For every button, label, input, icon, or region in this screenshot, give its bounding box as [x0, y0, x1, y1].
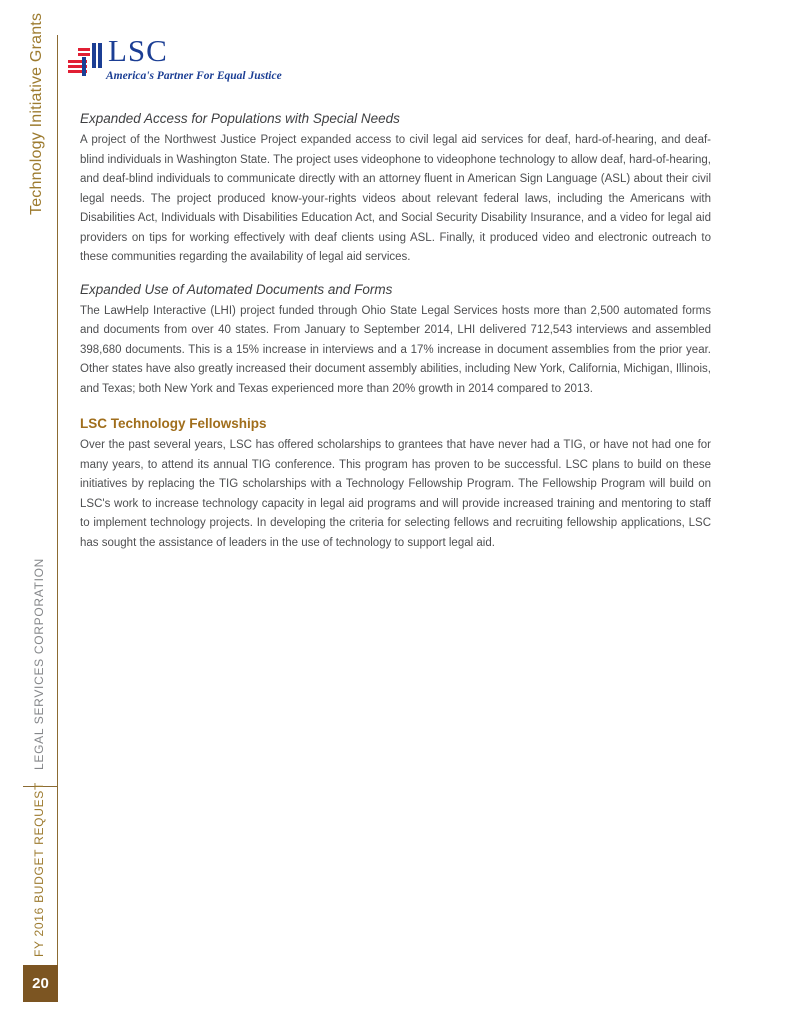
lsc-logo — [68, 33, 711, 88]
sidebar-organization-label: LEGAL SERVICES CORPORATION — [32, 557, 46, 770]
lsc-logo-acronym: LSC — [108, 33, 168, 68]
sidebar-section-label: Technology Initiative Grants — [28, 12, 45, 215]
section-body: Over the past several years, LSC has offered scholarships to grantees that have never had a TIG, or have not had one for many years, to attend its annual TIG conference. This program has proven to be successful. LSC plans to build on these initiatives by replacing the TIG scholarships with a Technology Fellowship Program. The Fellowship Program will build on LSC's work to increase technology capacity in legal aid programs and will provide increased training and mentoring to staff to implement technology projects. In developing the criteria for selecting fellows and recruiting fellowship applications, LSC has sought the assistance of leaders in the use of technology to support legal aid. — [80, 439, 711, 549]
sidebar-vertical-rule — [57, 35, 58, 1002]
lsc-flag-icon — [68, 43, 104, 79]
section-body: The LawHelp Interactive (LHI) project funded through Ohio State Legal Services hosts more than 2,500 automated forms and documents from over 40 states. From January to September 2014, LHI delivered 712,543 interviews and assembled 398,680 documents. This is a 15% increase in interviews and a 17% increase in document assemblies from the prior year. Other states have also greatly increased their document assembly abilities, including New York, California, Michigan, Illinois, and Texas; both New York and Texas experienced more than 20% growth in 2014 compared to 2013. — [80, 304, 711, 395]
main-content — [80, 33, 711, 553]
section-automated-documents — [80, 282, 711, 400]
section-heading: LSC Technology Fellowships — [80, 416, 267, 431]
section-heading: Expanded Access for Populations with Special Needs — [80, 111, 400, 126]
section-body: A project of the Northwest Justice Project expanded access to civil legal aid services for deaf, hard-of-hearing, and deaf-blind individuals in Washington State. The project uses videophone to videophone technology to allow deaf, hard-of-hearing, and deaf-blind individuals to communicate directly with an attorney fluent in American Sign Language (ASL) about their civil legal needs. The project produced know-your-rights videos about relevant federal laws, including the Americans with Disabilities Act, Individuals with Disabilities Education Act, and Social Security Disability Insurance, and a video for legal aid providers on tips for working effectively with deaf clients using ASL. Finally, it produced video and electronic outreach to these communities regarding the availability of legal aid services. — [80, 134, 711, 263]
section-special-needs — [80, 111, 711, 268]
page-number-badge — [23, 965, 58, 1002]
sidebar-document-label: FY 2016 BUDGET REQUEST — [32, 781, 46, 957]
section-heading: Expanded Use of Automated Documents and Forms — [80, 281, 393, 297]
page-number: 20 — [32, 975, 49, 992]
section-technology-fellowships — [80, 416, 711, 553]
lsc-logo-tagline: America's Partner For Equal Justice — [106, 70, 282, 82]
